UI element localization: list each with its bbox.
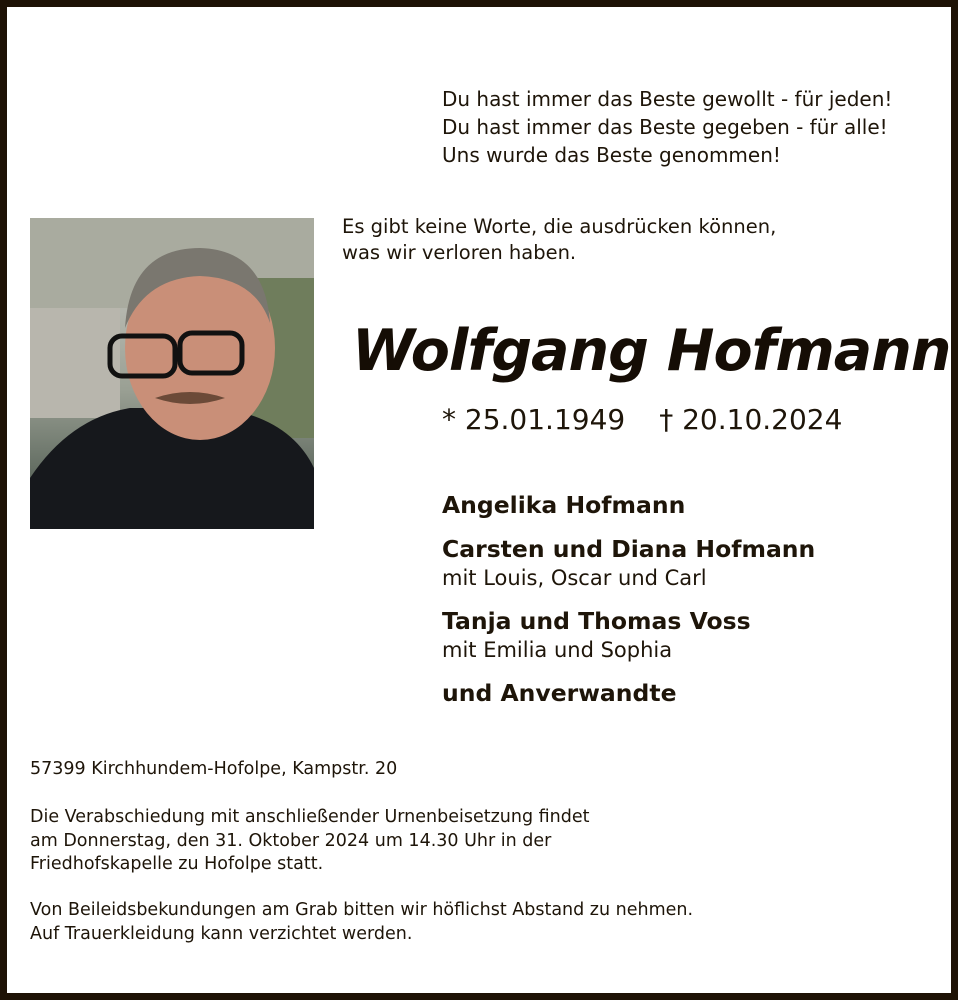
family-group <box>442 606 815 664</box>
sub-quote-line: Es gibt keine Worte, die ausdrücken können, <box>342 215 777 238</box>
note-line: Von Beileidsbekundungen am Grab bitten wir höflichst Abstand zu nehmen. <box>30 900 694 920</box>
family-group <box>442 534 815 592</box>
ceremony-line: am Donnerstag, den 31. Oktober 2024 um 14.30 Uhr in der <box>30 830 552 851</box>
quote-line: Du hast immer das Beste gewollt - für jeden! <box>442 87 893 111</box>
address: 57399 Kirchhundem-Hofolpe, Kampstr. 20 <box>30 759 398 779</box>
family-names: und Anverwandte <box>442 679 677 707</box>
birth-date: * 25.01.1949 <box>442 403 626 436</box>
deceased-name: Wolfgang Hofmann <box>352 318 951 384</box>
family-children: mit Emilia und Sophia <box>442 638 673 662</box>
sub-quote-line: was wir verloren haben. <box>342 241 577 264</box>
family-children: mit Louis, Oscar und Carl <box>442 566 707 590</box>
death-date: † 20.10.2024 <box>659 403 843 436</box>
quote-line: Du hast immer das Beste gegeben - für alle! <box>442 115 888 139</box>
ceremony-line: Friedhofskapelle zu Hofolpe statt. <box>30 854 324 874</box>
family-group <box>442 490 815 520</box>
ceremony-info <box>30 806 590 877</box>
family-names: Tanja und Thomas Voss <box>442 607 751 635</box>
life-dates <box>442 403 876 436</box>
closing-notes <box>30 899 693 946</box>
family-list <box>442 490 815 722</box>
opening-quote <box>442 85 892 169</box>
note-line: Auf Trauerkleidung kann verzichtet werden. <box>30 923 413 944</box>
family-names: Angelika Hofmann <box>442 491 686 519</box>
family-names: Carsten und Diana Hofmann <box>442 535 816 563</box>
sub-quote <box>342 214 776 266</box>
quote-line: Uns wurde das Beste genommen! <box>442 143 781 167</box>
family-group <box>442 678 815 708</box>
ceremony-line: Die Verabschiedung mit anschließender Urnenbeisetzung findet <box>30 807 590 827</box>
portrait-photo <box>30 218 314 529</box>
